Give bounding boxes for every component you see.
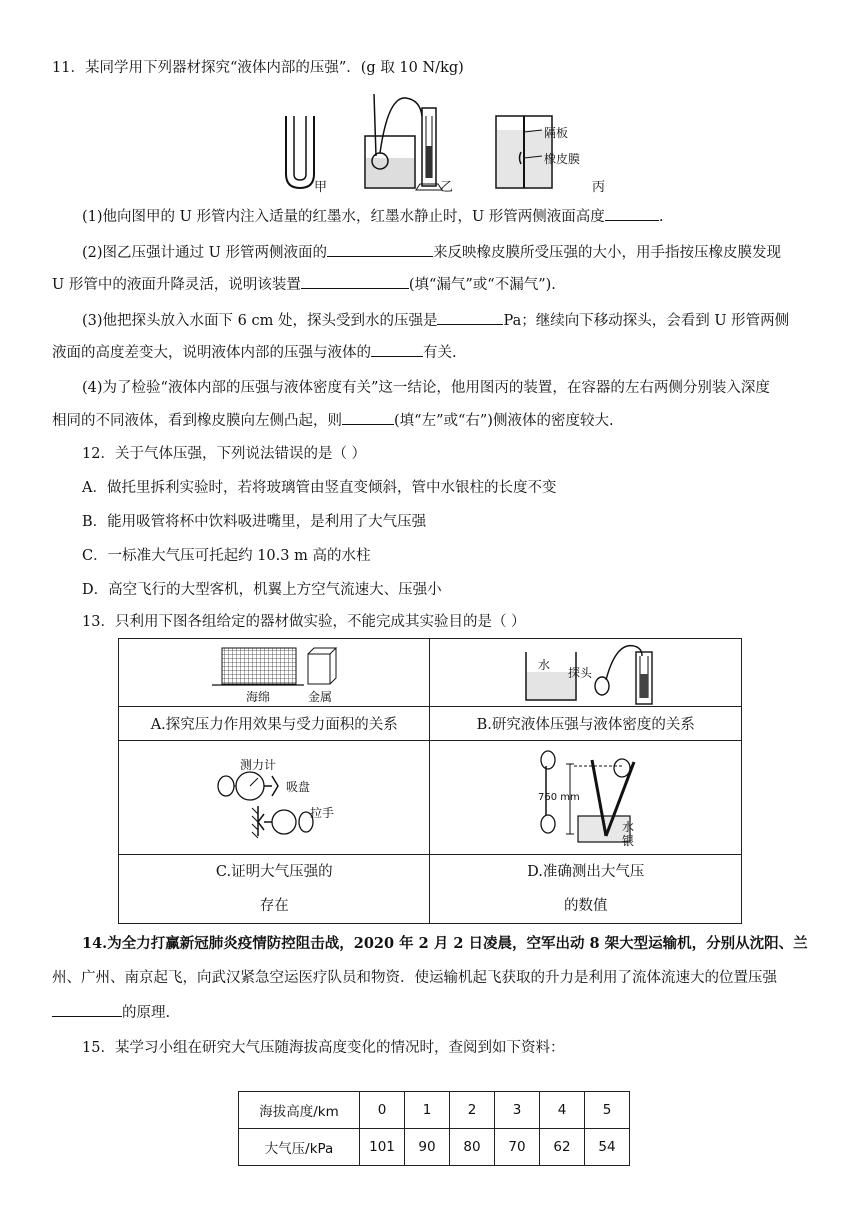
q11-part4: (4)为了检验“液体内部的压强与液体密度有关”这一结论，他用图丙的装置，在容器的左右两侧分别装入深度 xyxy=(82,380,770,396)
alt-2: 2 xyxy=(450,1092,495,1129)
q11-part3: (3)他把探头放入水面下 6 cm 处，探头受到水的压强是 Pa；继续向下移动探头，会看到 U 形管两侧 xyxy=(82,310,808,331)
row2-head: 大气压/kPa xyxy=(239,1129,360,1166)
pres-5: 54 xyxy=(585,1129,630,1166)
alt-5: 5 xyxy=(585,1092,630,1129)
fig-label-yi: 乙 xyxy=(440,180,454,195)
sponge-metal-figure xyxy=(208,642,348,692)
label-shuiyin-1: 水 xyxy=(622,820,635,834)
q14-line2: 州、广州、南京起飞，向武汉紧急空运医疗队员和物资．使运输机起飞获取的升力是利用了流体流速大的位置压强 xyxy=(52,970,777,986)
alt-0: 0 xyxy=(360,1092,405,1129)
pres-0: 101 xyxy=(360,1129,405,1166)
label-xipan: 吸盘 xyxy=(286,780,311,794)
q11-part2: (2)图乙压强计通过 U 形管两侧液面的 来反映橡皮膜所受压强的大小，用手指按压橡皮膜发现 xyxy=(82,242,808,263)
label-celiji: 测力计 xyxy=(240,758,277,772)
cell-b-caption: B.研究液体压强与液体密度的关系 xyxy=(430,707,742,741)
q14-line3: 的原理. xyxy=(52,1002,808,1023)
cell-a-caption: A.探究压力作用效果与受力面积的关系 xyxy=(119,707,430,741)
q11-part1: (1)他向图甲的 U 形管内注入适量的红墨水，红墨水静止时，U 形管两侧液面高度 . xyxy=(82,206,808,227)
alt-3: 3 xyxy=(495,1092,540,1129)
pres-1: 90 xyxy=(405,1129,450,1166)
alt-4: 4 xyxy=(540,1092,585,1129)
label-tantou: 探头 xyxy=(568,666,593,680)
cell-c-caption: C.证明大气压强的 存在 xyxy=(119,855,430,924)
cell-d-caption: D.准确测出大气压 的数值 xyxy=(430,855,742,924)
q12-option-b: B．能用吸管将杯中饮料吸进嘴里，是利用了大气压强 xyxy=(82,514,427,530)
q13-stem: 13．只利用下图各组给定的器材做实验，不能完成其实验目的是（ ） xyxy=(82,614,526,630)
fig-label-jia: 甲 xyxy=(314,180,328,195)
row1-head: 海拔高度/km xyxy=(239,1092,360,1129)
label-jinshu: 金属 xyxy=(308,690,333,704)
pres-4: 62 xyxy=(540,1129,585,1166)
fig-label-geban: 隔板 xyxy=(544,126,569,140)
q11-stem: 11．某同学用下列器材探究“液体内部的压强”．(g 取 10 N/kg) xyxy=(52,60,464,76)
fig-label-xiangpimo: 橡皮膜 xyxy=(544,152,581,166)
altitude-pressure-table xyxy=(238,1091,630,1166)
label-lashou: 拉手 xyxy=(310,806,335,820)
q11-part4-cont: 相同的不同液体，看到橡皮膜向左侧凸起，则 (填“左”或“右”)侧液体的密度较大. xyxy=(52,410,808,431)
label-shuiyin-2: 银 xyxy=(622,834,635,848)
label-shui: 水 xyxy=(538,658,551,672)
q11-part3-cont: 液面的高度差变大，说明液体内部的压强与液体的 有关. xyxy=(52,342,808,363)
q12-stem: 12．关于气体压强，下列说法错误的是（ ） xyxy=(82,446,367,462)
pres-2: 80 xyxy=(450,1129,495,1166)
pres-3: 70 xyxy=(495,1129,540,1166)
q12-option-a: A．做托里拆利实验时，若将玻璃管由竖直变倾斜，管中水银柱的长度不变 xyxy=(82,480,557,496)
probe-manometer-figure xyxy=(520,642,670,706)
q15-stem: 15．某学习小组在研究大气压随海拔高度变化的情况时，查阅到如下资料： xyxy=(82,1040,565,1056)
label-760mm: 760 mm xyxy=(538,792,580,803)
label-haimian: 海绵 xyxy=(246,690,271,704)
alt-1: 1 xyxy=(405,1092,450,1129)
q12-option-c: C．一标准大气压可托起约 10.3 m 高的水柱 xyxy=(82,548,371,564)
fig-label-bing: 丙 xyxy=(592,180,606,195)
q11-part2-cont: U 形管中的液面升降灵活，说明该装置 (填“漏气”或“不漏气”). xyxy=(52,274,808,295)
q12-option-d: D．高空飞行的大型客机，机翼上方空气流速大、压强小 xyxy=(82,582,442,598)
q14-line1: 14.为全力打赢新冠肺炎疫情防控阻击战，2020 年 2 月 2 日凌晨，空军出动 8 架大型运输机，分别从沈阳、兰 xyxy=(82,935,808,952)
